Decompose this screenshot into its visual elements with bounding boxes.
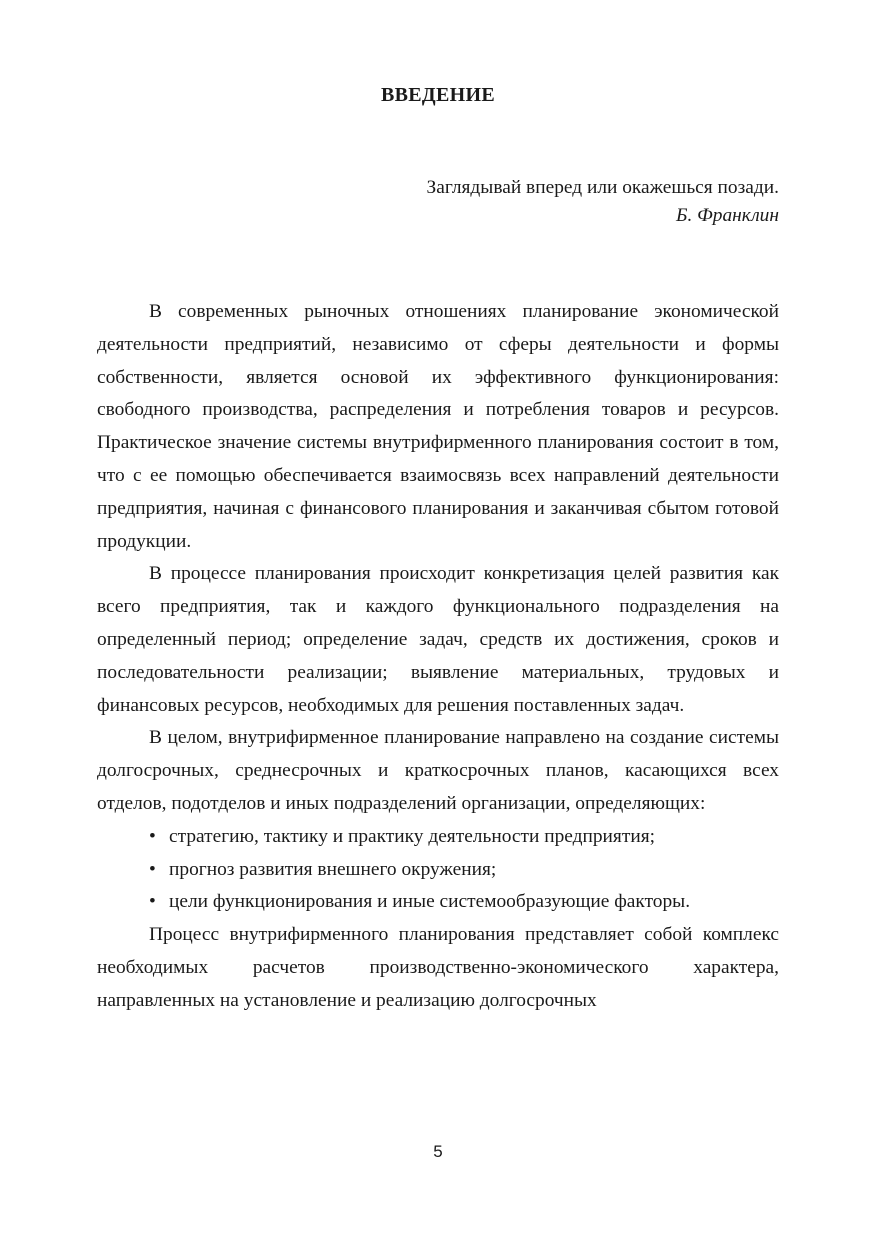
paragraph: В современных рыночных отношениях планирование экономической деятельности предприятий, независимо от сферы деятельности и формы собственности, является основой их эффективного функционирования: свободного производства, распределения и потребления товаров и ресурсов. Практическое значение системы внутрифирменного планирования состоит в том, что с ее помощью обеспечивается взаимосвязь всех направлений деятельности предприятия, начиная с финансового планирования и заканчивая сбытом готовой продукции. [97,301,779,552]
list-item [97,886,779,919]
paragraph: Процесс внутрифирменного планирования представляет собой комплекс необходимых расчетов производственно-экономического характера, направленных на установление и реализацию долгосрочных [97,924,779,1011]
list-item-text: стратегию, тактику и практику деятельности предприятия; [169,825,656,847]
bullet-icon: • [149,825,156,847]
paragraph: В целом, внутрифирменное планирование направлено на создание системы долгосрочных, среднесрочных и краткосрочных планов, касающихся всех отделов, подотделов и иных подразделений организации, определяющих: [97,727,779,814]
bullet-icon: • [149,891,156,913]
epigraph [427,174,779,230]
list-item-text: прогноз развития внешнего окружения; [169,858,497,880]
list-item [97,854,779,887]
bullet-icon: • [149,858,156,880]
bullet-list [97,821,779,919]
page-title: ВВЕДЕНИЕ [381,84,495,106]
page-number: 5 [433,1142,443,1161]
epigraph-quote: Заглядывай вперед или окажешься позади. [426,177,779,198]
list-item-text: цели функционирования и иные системообразующие факторы. [169,891,691,913]
body-text [97,296,779,1018]
epigraph-author: Б. Франклин [676,205,779,226]
paragraph: В процессе планирования происходит конкретизация целей развития как всего предприятия, так и каждого функционального подразделения на определенный период; определение задач, средств их достижения, сроков и последовательности реализации; выявление материальных, трудовых и финансовых ресурсов, необходимых для решения поставленных задач. [97,563,779,716]
list-item [97,821,779,854]
